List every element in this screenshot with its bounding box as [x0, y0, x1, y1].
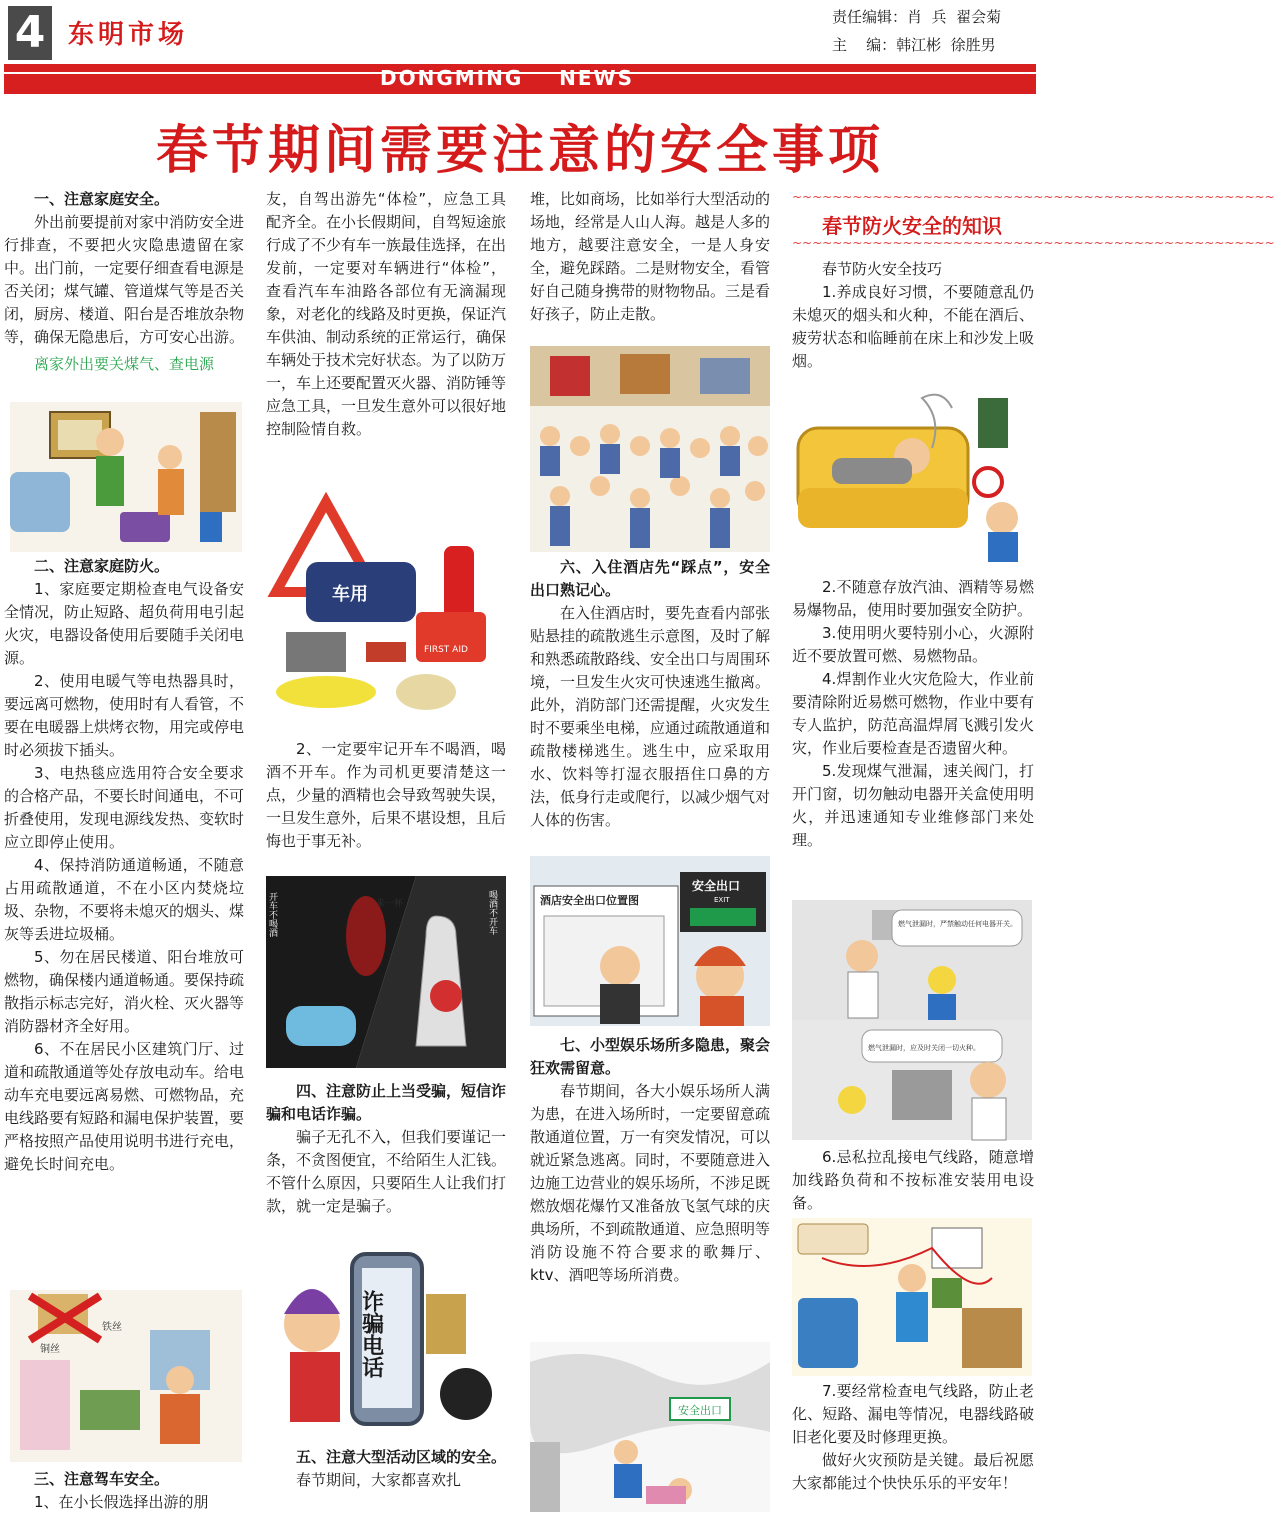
gas-leak-illustration — [792, 900, 1032, 1140]
paragraph: 春节期间，大家都喜欢扎 — [296, 1471, 462, 1489]
wiring-illustration — [10, 1290, 242, 1462]
iron-wire-label: 铁丝 — [102, 1322, 122, 1333]
no-drink-driving-illustration — [266, 876, 506, 1068]
paragraph: 2、使用电暖气等电热器具时，要远离可燃物，使用时有人看管，不要在电暖器上烘烤衣物，用完或停电时必须拔下插头。 — [4, 672, 245, 759]
section-heading-2: 二、注意家庭防火。 — [34, 557, 170, 575]
kit-bag-label: 车用 — [332, 584, 368, 605]
fraud-sign-text: 诈骗电话 — [358, 1290, 384, 1378]
paragraph: 1、家庭要定期检查电气设备安全情况，防止短路、超负荷用电引起火灾，电器设备使用后要随手关闭电源。 — [4, 580, 245, 667]
section-name: 东明市场 — [68, 20, 189, 50]
column-4-middle — [792, 576, 1034, 852]
crowded-street-illustration — [530, 346, 770, 552]
page-headline: 春节期间需要注意的安全事项 — [155, 121, 884, 181]
gas-bubble-1: 燃气泄漏时，严禁触动任何电器开关。 — [898, 920, 1017, 928]
home-safety-illustration — [10, 402, 242, 552]
paragraph: 3.使用明火要特别小心，火源附近不要放置可燃、易燃物品。 — [792, 624, 1034, 665]
column-1 — [4, 188, 244, 380]
paragraph: 春节期间，各大小娱乐场所人满为患，在进入场所时，一定要留意疏散通道位置，万一有突发情况，可以就近紧急逃离。同时，不要随意进入边施工边营业的娱乐场所，不涉足既燃放烟花爆竹又准备放飞氢气球的庆典场所，不到疏散通道、应急照明等消防设施不符合要求的歌舞厅、ktv、酒吧等场所消费。 — [530, 1082, 771, 1284]
page-number: 4 — [8, 6, 52, 60]
hotel-exit-illustration — [530, 856, 770, 1026]
column-2-bottom — [266, 1446, 506, 1492]
smoking-sofa-illustration — [792, 378, 1032, 568]
column-4-bottom — [792, 1380, 1034, 1495]
column-2-lower — [266, 1080, 506, 1218]
divider-bottom: ~~~~~~~~~~~~~~~~~~~~~~~~~~~~~~~~~~~~~~~~~~~~~~~~ — [792, 236, 1275, 250]
drink-bubble-text: 来一杯 — [376, 899, 404, 909]
exit-sign-text: 安全出口 — [692, 879, 741, 893]
paragraph: 5.发现煤气泄漏，速关阀门，打开门窗，切勿触动电器开关盒使用明火，并迅速通知专业维修部门来处理。 — [792, 762, 1034, 849]
section-heading-7: 七、小型娱乐场所多隐患，聚会狂欢需留意。 — [530, 1036, 771, 1077]
paragraph: 骗子无孔不入，但我们要谨记一条，不贪图便宜，不给陌生人汇钱。不管什么原因，只要陌生人让我们打款，就一定是骗子。 — [266, 1128, 507, 1215]
column-3-middle — [530, 556, 770, 832]
column-1-bottom — [4, 1468, 244, 1514]
paragraph: 堆，比如商场，比如举行大型活动的场地，经常是人山人海。越是人多的地方，越要注意安全，一是人身安全，避免踩踏。二是财物安全，看管好自己随身携带的财物物品。三是看好孩子，防止走散。 — [530, 190, 771, 323]
fire-escape-illustration — [530, 1342, 770, 1512]
column-2-middle — [266, 738, 506, 853]
paragraph: 3、电热毯应选用符合安全要求的合格产品，不要长时间通电，不可折叠使用，发现电源线发热、变软时应立即停止使用。 — [4, 764, 245, 851]
paragraph: 在入住酒店时，要先查看内部张贴悬挂的疏散逃生示意图，及时了解和熟悉疏散路线、安全出口与周围环境，一旦发生火灾可快速逃生撤离。此外，消防部门还需提醒，火灾发生时不要乘坐电梯，应通过疏散通道和疏散楼梯逃生。逃生中，应采取用水、饮料等打湿衣服捂住口鼻的方法，低身行走或爬行，以减少烟气对人体的伤害。 — [530, 604, 771, 829]
image-caption: 离家外出要关煤气、查电源 — [33, 355, 214, 373]
paragraph: 6.忌私拉乱接电气线路，随意增加线路负荷和不按标准安装用电设备。 — [792, 1148, 1034, 1212]
paragraph: 1、在小长假选择出游的朋 — [34, 1493, 209, 1511]
electric-wiring-illustration — [792, 1218, 1032, 1376]
column-4 — [792, 258, 1034, 373]
column-3 — [530, 188, 770, 326]
banner-text: DONGMING NEWS — [380, 66, 634, 90]
section-heading-5: 五、注意大型活动区域的安全。 — [296, 1448, 507, 1466]
editor-line-2: 主 编：韩江彬 徐胜男 — [832, 36, 996, 54]
editor-line-1: 责任编辑：肖 兵 翟会菊 — [832, 8, 1002, 26]
paragraph: 7.要经常检查电气线路，防止老化、短路、漏电等情况，电器线路破旧老化要及时修理更换。 — [792, 1382, 1034, 1446]
paragraph: 6、不在居民小区建筑门厅、过道和疏散通道等处存放电动车。给电动车充电要远离易燃、可燃物品，充电线路要有短路和漏电保护装置，要严格按照产品使用说明书进行充电，避免长时间充电。 — [4, 1040, 245, 1173]
section-heading-1: 一、注意家庭安全。 — [34, 190, 170, 208]
paragraph: 2、一定要牢记开车不喝酒，喝酒不开车。作为司机更要清楚这一点，少量的酒精也会导致驾驶失误，一旦发生意外，后果不堪设想，且后悔也于事无补。 — [266, 740, 507, 850]
column-4-lower — [792, 1146, 1034, 1215]
drink-slogan-left: 开车不喝酒 — [267, 892, 277, 937]
phone-fraud-illustration — [266, 1244, 506, 1440]
paragraph: 外出前要提前对家中消防安全进行排查，不要把火灾隐患遗留在家中。出门前，一定要仔细查看电源是否关闭；煤气罐、管道煤气等是否关闭，厨房、楼道、阳台是否堆放杂物等，确保无隐患后，方可安心出游。 — [4, 213, 245, 346]
car-emergency-kit-photo — [266, 492, 506, 732]
escape-exit-sign: 安全出口 — [678, 1404, 722, 1417]
drink-slogan-right: 喝酒不开车 — [487, 890, 497, 935]
paragraph: 4、保持消防通道畅通，不随意占用疏散通道，不在小区内焚烧垃圾、杂物，不要将未熄灭的烟头、煤灰等丢进垃圾桶。 — [4, 856, 245, 943]
gas-bubble-2: 燃气泄漏时，应及时关闭一切火种。 — [868, 1044, 980, 1052]
hotel-map-title: 酒店安全出口位置图 — [540, 894, 639, 907]
copper-wire-label: 铜丝 — [40, 1344, 60, 1355]
paragraph: 4.焊割作业火灾危险大，作业前要清除附近易燃可燃物，作业中要有专人监护，防范高温焊屑飞溅引发火灾，作业后要检查是否遗留火种。 — [792, 670, 1034, 757]
section-heading-4: 四、注意防止上当受骗，短信诈骗和电话诈骗。 — [266, 1082, 507, 1123]
exit-sign-en: EXIT — [714, 896, 730, 904]
paragraph: 5、勿在居民楼道、阳台堆放可燃物，确保楼内通道畅通。要保持疏散指示标志完好，消火栓、灭火器等消防器材齐全好用。 — [4, 948, 245, 1035]
paragraph: 友，自驾出游先“体检”，应急工具配齐全。在小长假期间，自驾短途旅行成了不少有车一族最佳选择，在出发前，一定要对车辆进行“体检”，查看汽车车油路各部位有无滴漏现象，对老化的线路及时更换，保证汽车供油、制动系统的正常运行，确保车辆处于技术完好状态。为了以防万一，车上还要配置灭火器、消防锤等应急工具，一旦发生意外可以很好地控制险情自救。 — [266, 190, 507, 438]
column-2 — [266, 188, 506, 441]
column-1-lower — [4, 555, 244, 1176]
section-heading-3: 三、注意驾车安全。 — [34, 1470, 170, 1488]
sidebar-title: 春节防火安全的知识 — [822, 214, 1002, 238]
column-3-lower — [530, 1034, 770, 1287]
paragraph: 春节防火安全技巧 — [822, 260, 943, 278]
paragraph: 2.不随意存放汽油、酒精等易燃易爆物品，使用时要加强安全防护。 — [792, 578, 1034, 619]
first-aid-label: FIRST AID — [424, 645, 468, 655]
paragraph: 1.养成良好习惯，不要随意乱仍未熄灭的烟头和火种，不能在酒后、疲劳状态和临睡前在床上和沙发上吸烟。 — [792, 283, 1034, 370]
paragraph: 做好火灾预防是关键。最后祝愿大家都能过个快快乐乐的平安年！ — [792, 1451, 1034, 1492]
divider-top: ~~~~~~~~~~~~~~~~~~~~~~~~~~~~~~~~~~~~~~~~~~~~~~~~ — [792, 190, 1275, 204]
section-heading-6: 六、入住酒店先“踩点”，安全出口熟记心。 — [530, 558, 770, 599]
